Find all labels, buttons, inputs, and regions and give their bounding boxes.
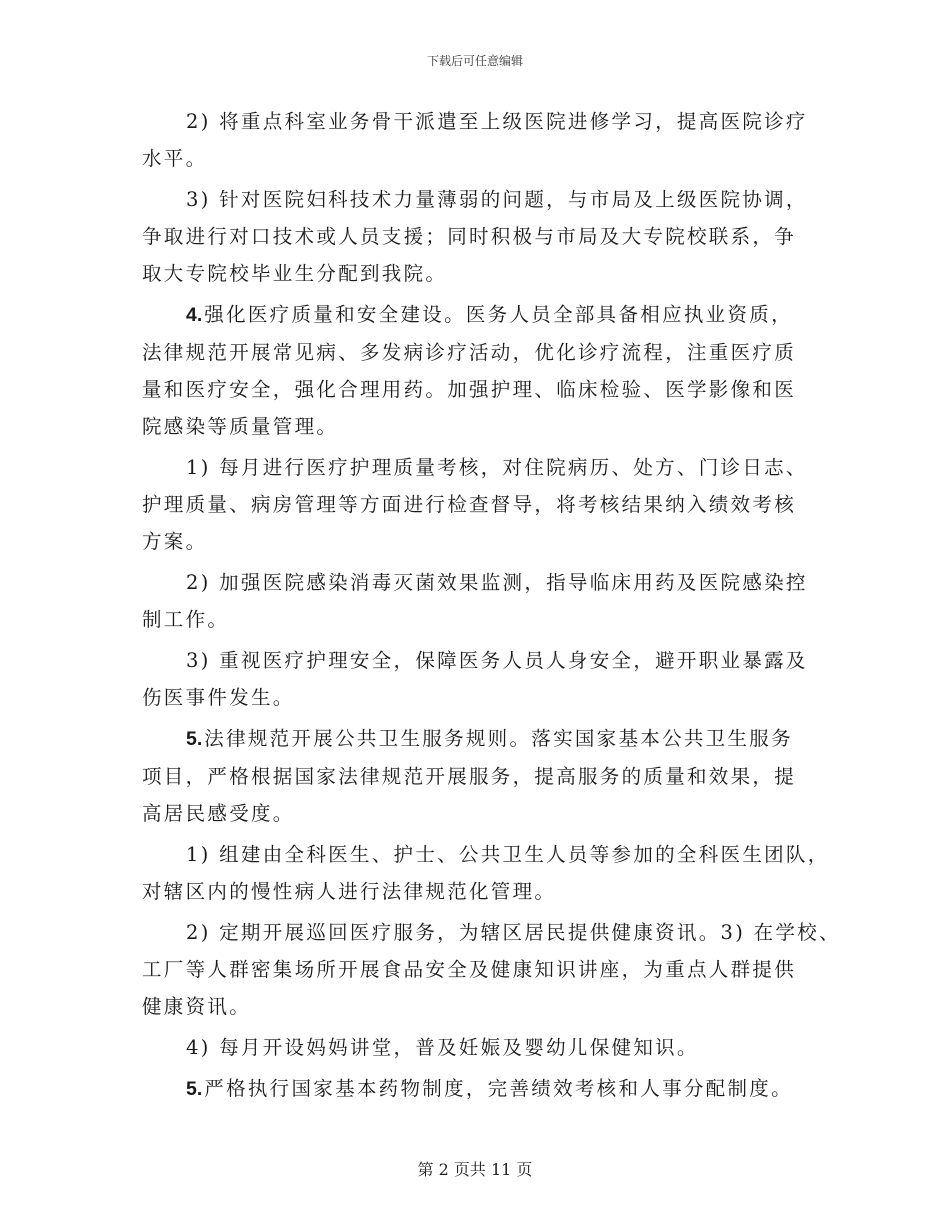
page-footer: 第 2 页共 11 页 [417,1160,533,1179]
paragraph-line [142,523,812,560]
line-text: 取大专院校毕业生分配到我院。 [142,262,448,285]
paragraph [142,836,830,910]
document-body [142,103,841,1112]
paragraph-line [142,564,812,601]
paragraph-line [142,371,812,408]
line-text: 争取进行对口技术或人员支援；同时积极与市局及大专院校联系，争 [142,225,797,248]
paragraph-line [142,601,812,638]
line-text: 护理质量、病房管理等方面进行检查督导，将考核结果纳入绩效考核 [142,493,797,516]
section-number: 4. [186,304,203,326]
line-text: 伤医事件发生。 [142,686,295,709]
paragraph-line [142,218,812,255]
paragraph-line [142,795,812,832]
line-text: 工厂等人群密集场所开展食品安全及健康知识讲座，为重点人群提供 [142,958,797,981]
paragraph-line [142,181,812,218]
line-text: 2) 加强医院感染消毒灭菌效果监测，指导临床用药及医院感染控 [186,571,808,594]
line-text: 2) 定期开展巡回医疗服务，为辖区居民提供健康资讯。3) 在学校、 [186,921,841,944]
line-text: 制工作。 [142,608,230,631]
line-text: 1) 组建由全科医生、护士、公共卫生人员等参加的全科医生团队， [186,843,830,866]
paragraph-line [142,1029,812,1066]
line-text: 3) 针对医院妇科技术力量薄弱的问题，与市局及上级医院协调， [186,188,808,211]
paragraph [142,1029,812,1066]
paragraph-line [142,140,812,177]
line-text: 强化医疗质量和安全建设。医务人员全部具备相应执业资质， [204,303,793,326]
paragraph-line [142,408,812,445]
line-text: 3) 重视医疗护理安全，保障医务人员人身安全，避开职业暴露及 [186,649,808,672]
line-text: 健康资讯。 [142,995,252,1018]
line-text: 项目，严格根据国家法律规范开展服务，提高服务的质量和效果，提 [142,765,797,788]
paragraph [142,1070,812,1108]
paragraph-line [142,334,812,371]
line-text: 高居民感受度。 [142,802,295,825]
paragraph [142,449,812,560]
paragraph [142,181,812,292]
paragraph-line [142,679,812,716]
paragraph-line [142,103,812,140]
line-text: 方案。 [142,530,208,553]
line-text: 对辖区内的慢性病人进行法律规范化管理。 [142,880,557,903]
paragraph-line [142,1070,812,1108]
paragraph-line [142,836,830,873]
paragraph [142,642,812,716]
paragraph-line [142,720,812,758]
paragraph-line [142,486,812,523]
paragraph [142,914,841,1025]
paragraph-line [142,988,812,1025]
line-text: 法律规范开展公共卫生服务规则。落实国家基本公共卫生服务 [204,727,793,750]
paragraph-line [142,642,812,679]
paragraph-line [142,951,812,988]
paragraph-line [142,873,812,910]
paragraph-line [142,914,841,951]
paragraph-line [142,255,812,292]
section-number: 5. [186,728,203,750]
paragraph-line [142,758,812,795]
line-text: 法律规范开展常见病、多发病诊疗活动，优化诊疗流程，注重医疗质 [142,341,797,364]
line-text: 水平。 [142,147,208,170]
line-text: 量和医疗安全，强化合理用药。加强护理、临床检验、医学影像和医 [142,378,797,401]
paragraph [142,296,812,445]
section-number: 5. [186,1078,203,1100]
line-text: 4) 每月开设妈妈讲堂，普及妊娠及婴幼儿保健知识。 [186,1036,699,1059]
line-text: 院感染等质量管理。 [142,415,339,438]
line-text: 2) 将重点科室业务骨干派遣至上级医院进修学习，提高医院诊疗 [186,110,808,133]
paragraph [142,720,812,832]
paragraph [142,103,812,177]
paragraph-line [142,296,812,334]
paragraph [142,564,812,638]
paragraph-line [142,449,812,486]
line-text: 严格执行国家基本药物制度，完善绩效考核和人事分配制度。 [204,1077,793,1100]
line-text: 1) 每月进行医疗护理质量考核，对住院病历、处方、门诊日志、 [186,456,808,479]
page-header: 下载后可任意编辑 [426,54,523,68]
